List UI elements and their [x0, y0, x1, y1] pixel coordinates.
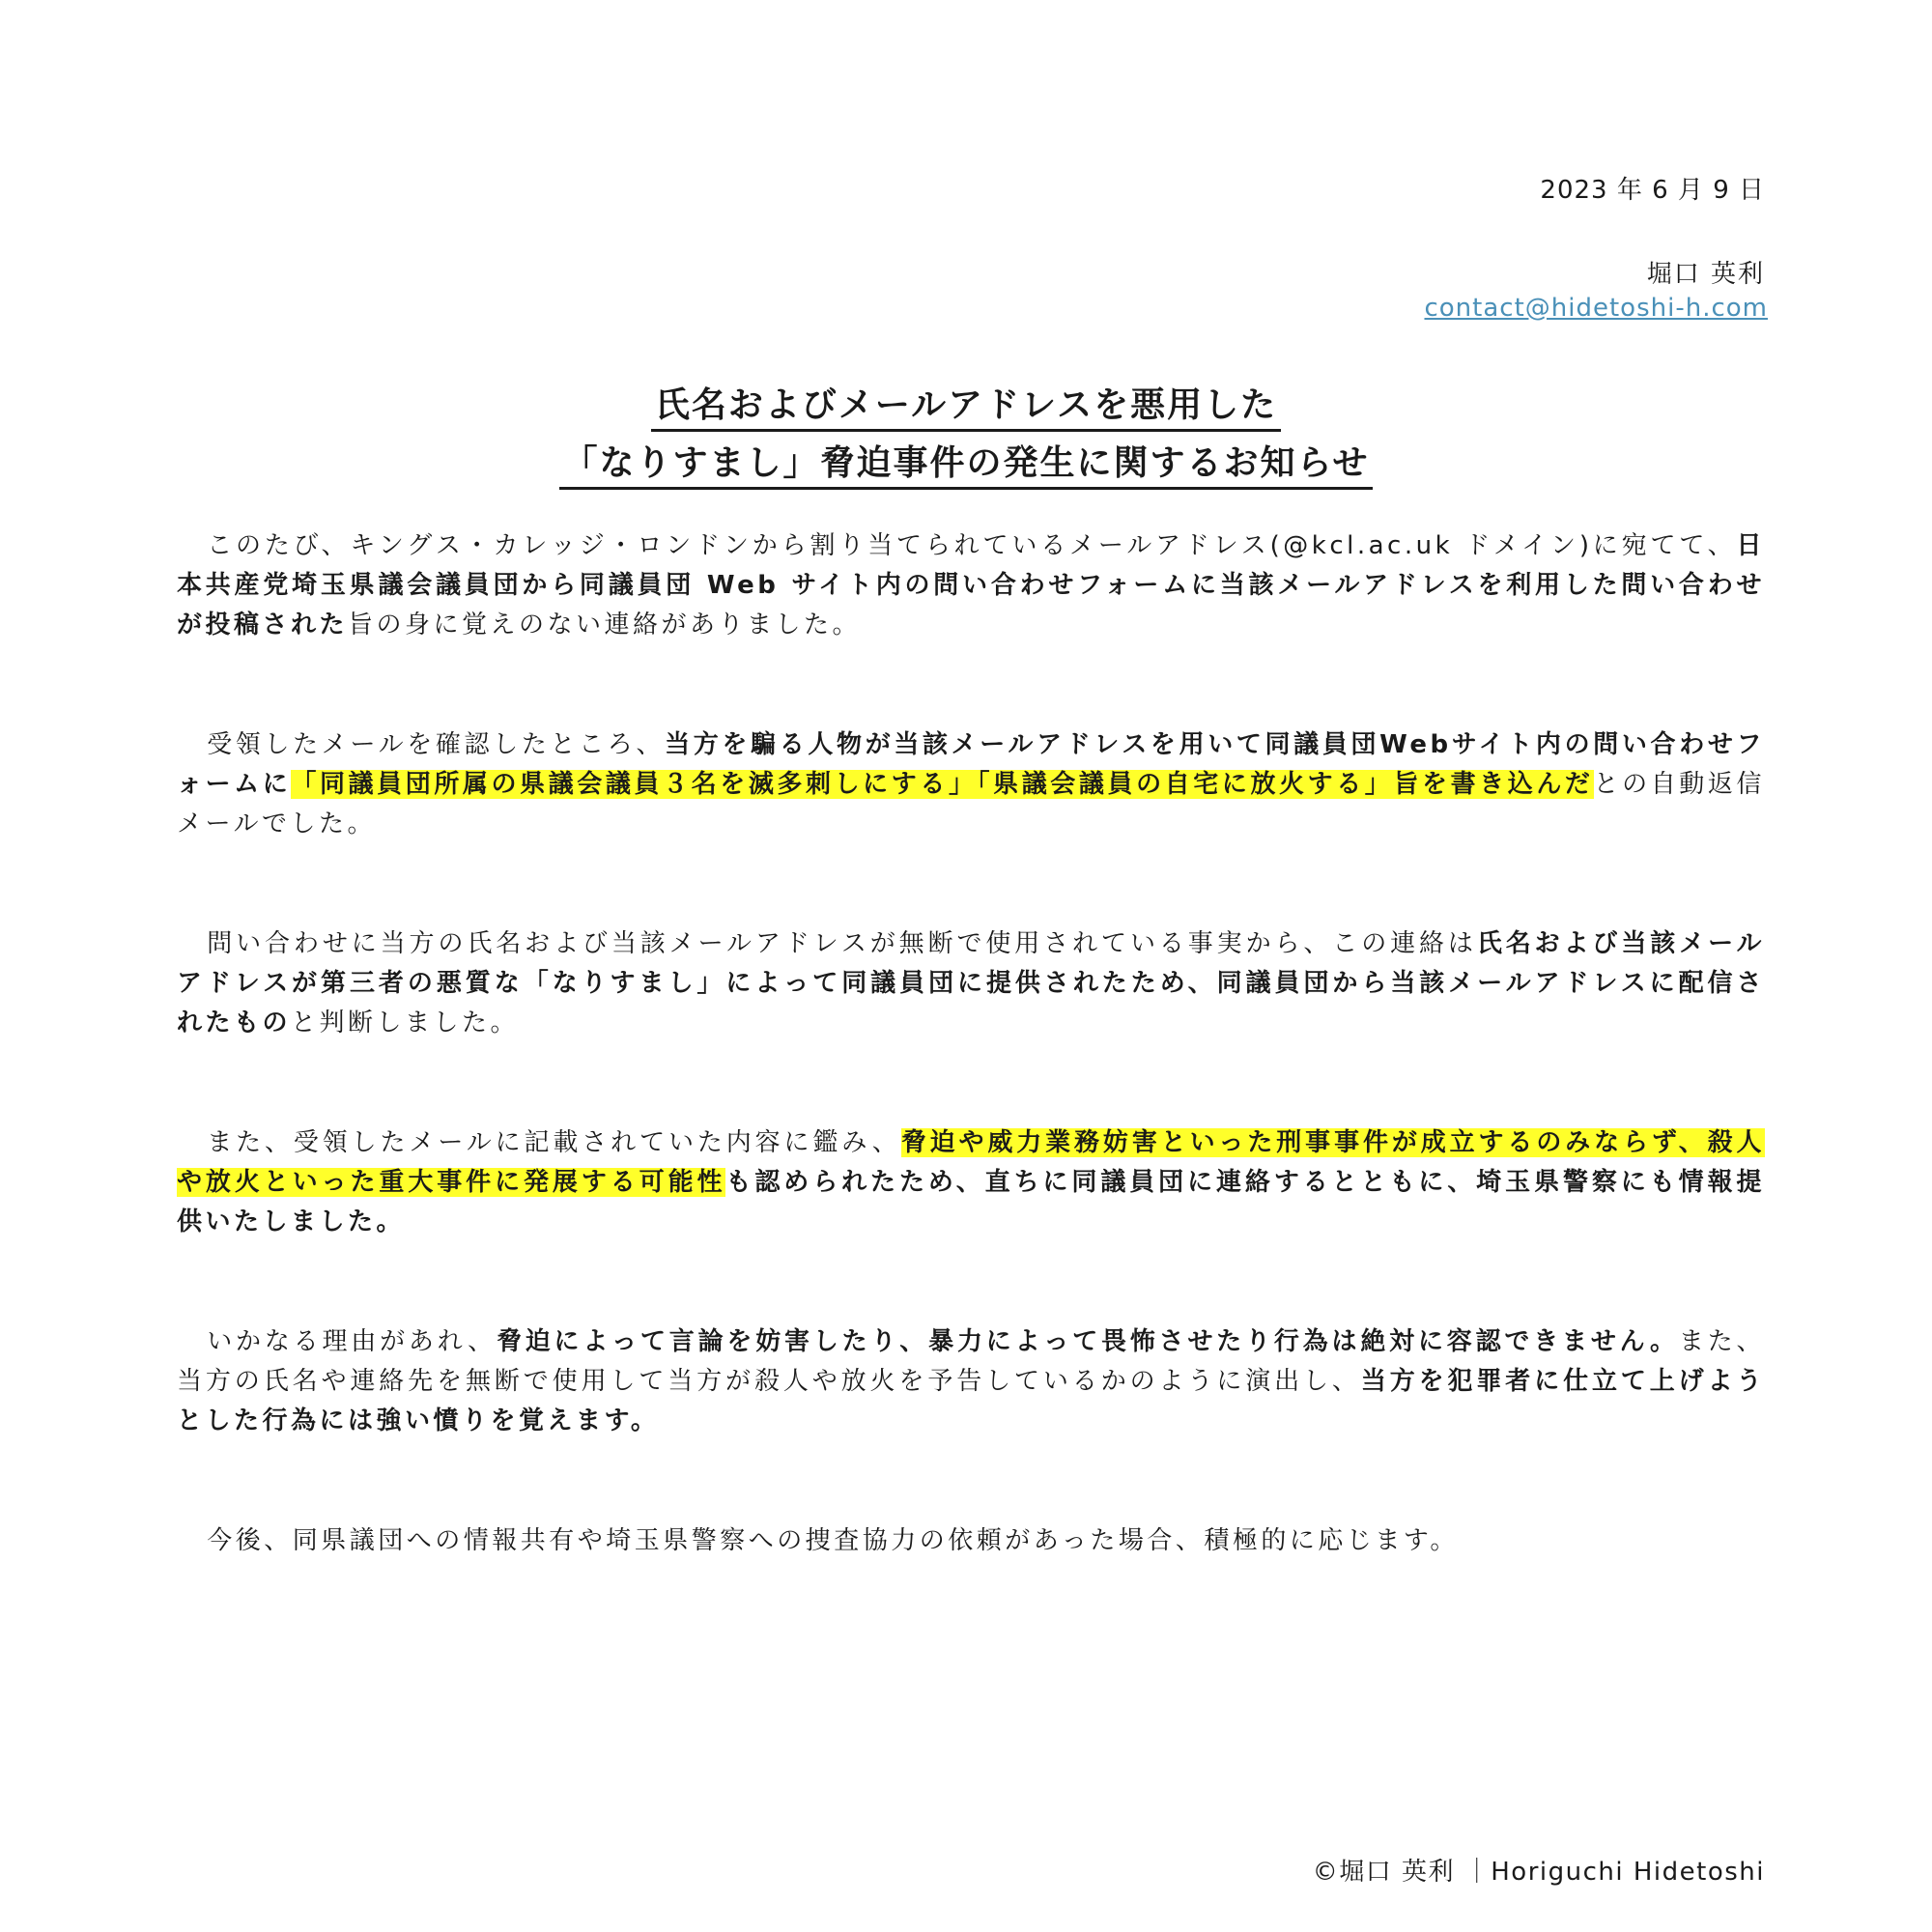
- paragraph-2-highlight-1: 「同議員団所属の県議会議員３名を滅多刺しにする」「県議会議員の自宅に放火する」旨を書き込んだ: [291, 770, 1594, 799]
- paragraph-2-text-2: との自動返信メールでした。: [177, 770, 1765, 838]
- author-name: 堀口 英利: [1646, 260, 1765, 289]
- paragraph-1-text-1: このたび、キングス・カレッジ・ロンドンから割り当てられているメールアドレス(@kcl.ac.uk ドメイン)に宛てて、: [207, 531, 1737, 560]
- paragraph-2-text-1: 受領したメールを確認したところ、: [207, 730, 666, 759]
- title-line-1: 氏名およびメールアドレスを悪用した: [651, 383, 1281, 432]
- paragraph-6-text-1: 今後、同県議団への情報共有や埼玉県警察への捜査協力の依頼があった場合、積極的に応じます。: [207, 1526, 1459, 1555]
- paragraph-3-text-2: と判断しました。: [291, 1009, 520, 1037]
- paragraph-1-text-2: 旨の身に覚えのない連絡がありました。: [348, 611, 862, 639]
- title-line-2: 「なりすまし」脅迫事件の発生に関するお知らせ: [559, 440, 1374, 490]
- paragraph-2-bold-1: 当方を騙る人物が当該メールアドレスを用いて同議員団Webサイト内の問い合わせフォームに: [177, 730, 1765, 799]
- paragraph-4-text-1: また、受領したメールに記載されていた内容に鑑み、: [207, 1128, 901, 1157]
- paragraph-5: [177, 1322, 1765, 1441]
- paragraph-1-bold-1: 日本共産党埼玉県議会議員団から同議員団 Web サイト内の問い合わせフォームに当該メールアドレスを利用した問い合わせが投稿された: [177, 531, 1765, 639]
- paragraph-5-text-2: また、当方の氏名や連絡先を無断で使用して当方が殺人や放火を予告しているかのように演出し、: [177, 1327, 1766, 1396]
- contact-email-link[interactable]: contact@hidetoshi-h.com: [1424, 294, 1768, 323]
- paragraph-5-bold-1: 脅迫によって言論を妨害したり、暴力によって畏怖させたり行為は絶対に容認できません。: [496, 1327, 1679, 1356]
- paragraph-4: [177, 1123, 1765, 1242]
- paragraph-3-bold-1: 氏名および当該メールアドレスが第三者の悪質な「なりすまし」によって同議員団に提供されたため、同議員団から当該メールアドレスに配信されたもの: [177, 929, 1765, 1037]
- paragraph-2: [177, 725, 1765, 844]
- document-body: [177, 526, 1765, 1641]
- paragraph-1: [177, 526, 1765, 645]
- paragraph-4-highlight-1: 脅迫や威力業務妨害といった刑事事件が成立するのみならず、殺人や放火といった重大事件に発展する可能性: [177, 1128, 1765, 1197]
- copyright-footer: ©堀口 英利 ｜Horiguchi Hidetoshi: [1312, 1858, 1765, 1887]
- paragraph-5-text-1: いかなる理由があれ、: [207, 1327, 497, 1356]
- document-date: 2023 年 6 月 9 日: [1540, 176, 1765, 205]
- paragraph-6: [177, 1521, 1765, 1561]
- document-title: [0, 377, 1932, 493]
- paragraph-3: [177, 924, 1765, 1043]
- paragraph-4-bold-1: も認められたため、直ちに同議員団に連絡するとともに、埼玉県警察にも情報提供いたしました。: [177, 1168, 1765, 1236]
- paragraph-3-text-1: 問い合わせに当方の氏名および当該メールアドレスが無断で使用されている事実から、この連絡は: [207, 929, 1477, 958]
- paragraph-5-bold-2: 当方を犯罪者に仕立て上げようとした行為には強い憤りを覚えます。: [177, 1367, 1765, 1435]
